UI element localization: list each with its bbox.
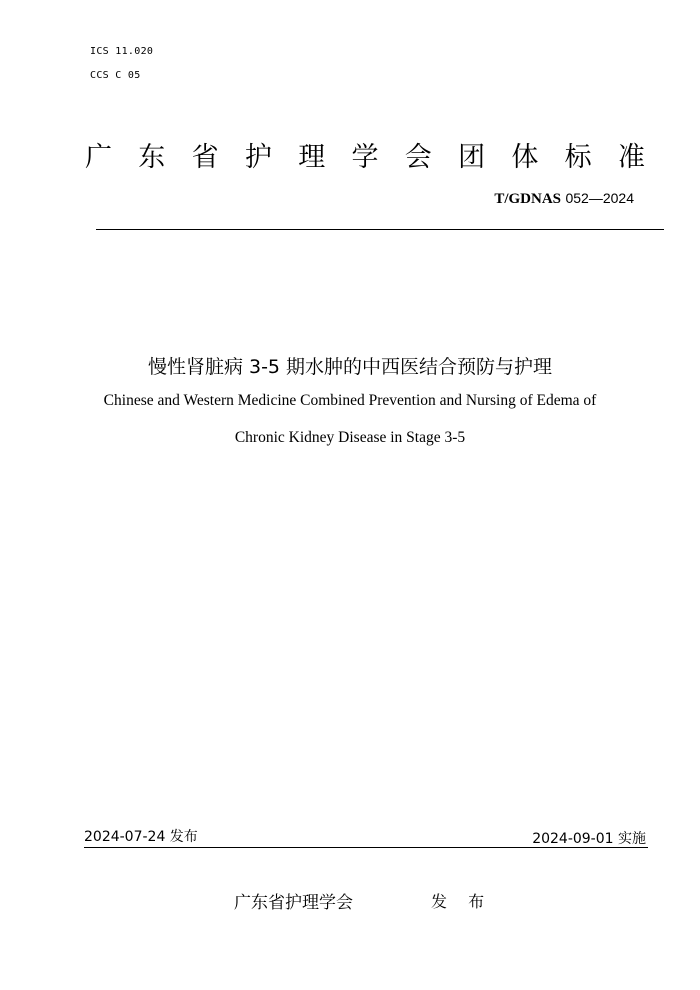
publish-date: 2024-07-24 发布: [84, 829, 198, 845]
title-char: 准: [617, 141, 645, 173]
standard-code: [494, 190, 634, 208]
standard-type-title: [85, 134, 645, 174]
title-char: 省: [191, 141, 219, 173]
title-char: 学: [351, 141, 379, 173]
publisher-name: 广东省护理学会: [234, 893, 353, 913]
implementation-date: 2024-09-01 实施: [532, 831, 646, 847]
footer-divider: [84, 847, 648, 848]
header-divider: [96, 229, 664, 230]
title-char: 广: [85, 141, 112, 173]
title-char: 标: [564, 141, 592, 173]
document-title-english-line1: Chinese and Western Medicine Combined Prevention and Nursing of Edema of: [103, 392, 597, 409]
standard-code-prefix: T/GDNAS: [494, 191, 562, 207]
document-title-english-line2: Chronic Kidney Disease in Stage 3-5: [234, 429, 466, 446]
title-char: 护: [244, 141, 272, 173]
title-char: 会: [404, 141, 432, 173]
title-char: 东: [138, 141, 166, 173]
ccs-code: CCS C 05: [90, 70, 141, 81]
document-title-chinese: 慢性肾脏病 3-5 期水肿的中西医结合预防与护理: [147, 356, 553, 378]
publish-label: 发 布: [431, 892, 493, 911]
title-char: 团: [458, 141, 486, 173]
title-char: 理: [298, 141, 326, 173]
ics-code: ICS 11.020: [90, 46, 154, 57]
standard-code-number: 052—2024: [565, 190, 634, 206]
title-char: 体: [511, 141, 539, 173]
